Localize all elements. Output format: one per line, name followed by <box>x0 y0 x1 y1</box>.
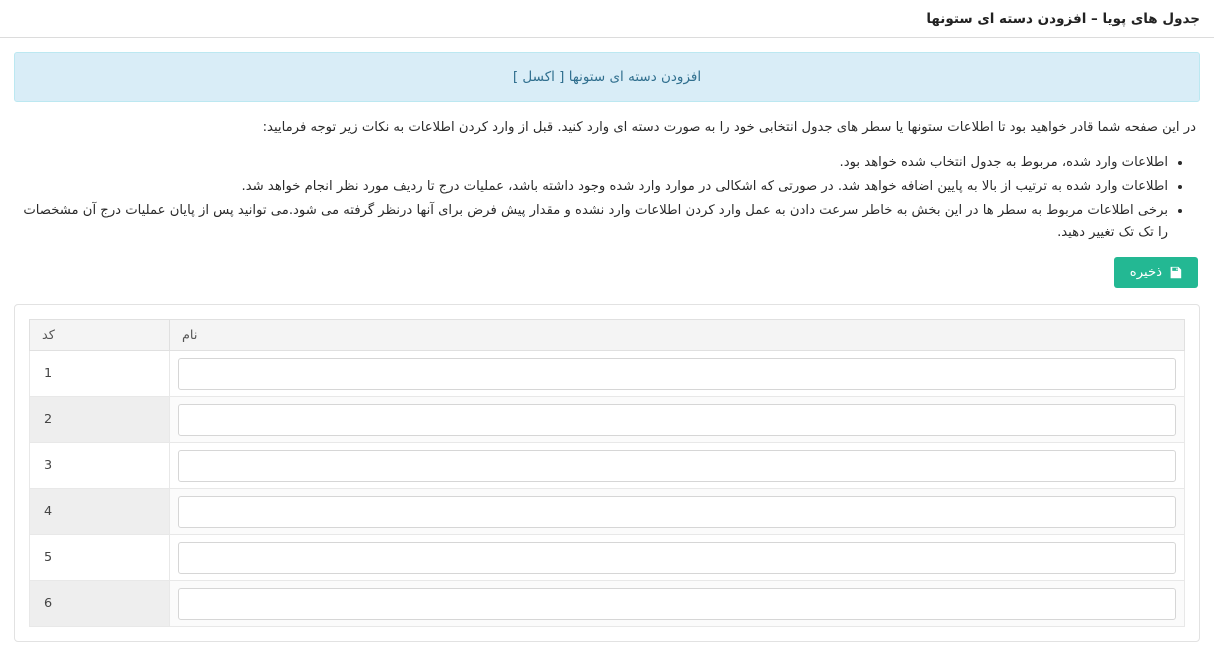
list-item: • اطلاعات وارد شده، مربوط به جدول انتخاب شده خواهد بود. <box>14 152 1168 173</box>
name-input[interactable] <box>178 358 1176 390</box>
cell-name <box>170 535 1185 581</box>
table-header <box>30 320 1185 351</box>
columns-table <box>29 319 1185 627</box>
table-row <box>30 535 1185 581</box>
column-header-code: کد <box>30 320 170 351</box>
intro-text: در این صفحه شما قادر خواهید بود تا اطلاعات ستونها یا سطر های جدول انتخابی خود را به صورت دسته ای وارد کنید. قبل از وارد کردن اطلاعات به نکات زیر توجه فرمایید: <box>262 120 1196 135</box>
table-row <box>30 489 1185 535</box>
list-item: • برخی اطلاعات مربوط به سطر ها در این بخش به خاطر سرعت دادن به عمل وارد کردن اطلاعات وارد نشده و مقدار پیش فرض برای آنها درنظر گرفته می شود.می توانید پس از پایان عملیات درج آن مشخصات را تک تک تغییر دهید. <box>14 200 1168 243</box>
content-panel <box>14 52 1200 288</box>
table-row <box>30 351 1185 397</box>
notes-list <box>14 152 1190 244</box>
name-input[interactable] <box>178 542 1176 574</box>
table-card <box>14 304 1200 642</box>
toolbar <box>14 257 1200 288</box>
cell-code: 5 <box>30 535 170 581</box>
table-body <box>30 351 1185 627</box>
table-row <box>30 443 1185 489</box>
cell-name <box>170 397 1185 443</box>
save-button-label: ذخیره <box>1129 265 1162 281</box>
save-button[interactable] <box>1114 257 1198 288</box>
cell-code: 1 <box>30 351 170 397</box>
cell-code: 2 <box>30 397 170 443</box>
table-row <box>30 397 1185 443</box>
page-title: جدول های پویا – افزودن دسته ای ستونها <box>926 10 1200 27</box>
table-header-row <box>30 320 1185 351</box>
cell-code: 6 <box>30 581 170 627</box>
panel-heading: افزودن دسته ای ستونها [ اکسل ] <box>14 52 1200 102</box>
cell-code: 3 <box>30 443 170 489</box>
cell-name <box>170 489 1185 535</box>
table-row <box>30 581 1185 627</box>
name-input[interactable] <box>178 496 1176 528</box>
name-input[interactable] <box>178 588 1176 620</box>
floppy-disk-icon <box>1169 266 1182 279</box>
name-input[interactable] <box>178 450 1176 482</box>
name-input[interactable] <box>178 404 1176 436</box>
cell-code: 4 <box>30 489 170 535</box>
cell-name <box>170 443 1185 489</box>
column-header-name: نام <box>170 320 1185 351</box>
cell-name <box>170 581 1185 627</box>
top-title-bar <box>0 0 1214 38</box>
cell-name <box>170 351 1185 397</box>
list-item: • اطلاعات وارد شده به ترتیب از بالا به پایین اضافه خواهد شد. در صورتی که اشکالی در موارد وارد شده وجود داشته باشد، عملیات درج تا ردیف مورد نظر انجام خواهد شد. <box>14 176 1168 197</box>
